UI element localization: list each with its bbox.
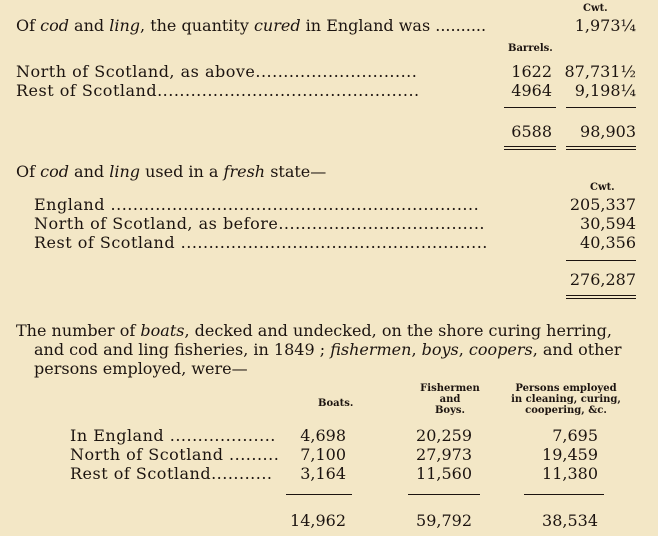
fresh-total: 276,287: [569, 270, 636, 289]
col-header-boats: Boats.: [318, 398, 354, 409]
barrels-header: Barrels.: [508, 43, 553, 54]
total-rule: [566, 107, 636, 108]
double-rule: [504, 146, 556, 150]
col-header-fishermen: Fishermen and Boys.: [420, 383, 480, 416]
total-barrels: 6588: [511, 122, 552, 141]
cwt-header-2: Cwt.: [590, 182, 615, 193]
row-persons: 7,695: [552, 426, 598, 445]
boats-paragraph-line: and cod and ling fisheries, in 1849 ; fishermen, boys, coopers, and other: [34, 340, 622, 359]
row-label: Rest of Scotland...............................................: [16, 81, 420, 100]
total-rule: [286, 494, 352, 495]
row-boats: 3,164: [300, 464, 346, 483]
row-barrels: 4964: [511, 81, 552, 100]
col-header-persons: Persons employed in cleaning, curing, coopering, &c.: [511, 383, 621, 416]
row-label: North of Scotland, as above.............................: [16, 62, 418, 81]
total-persons: 38,534: [542, 511, 598, 530]
row-cwt: 205,337: [569, 195, 636, 214]
row-label: Rest of Scotland .......................................................: [34, 233, 488, 252]
row-boats: 7,100: [300, 445, 346, 464]
row-cwt: 30,594: [580, 214, 636, 233]
boats-paragraph-line: persons employed, were—: [34, 359, 248, 378]
total-rule: [524, 494, 604, 495]
total-rule: [504, 107, 556, 108]
row-cwt: 40,356: [580, 233, 636, 252]
double-rule: [566, 146, 636, 150]
total-rule: [566, 260, 636, 261]
row-barrels: 1622: [511, 62, 552, 81]
row-label: In England ...................: [70, 426, 276, 445]
total-cwt: 98,903: [580, 122, 636, 141]
cured-england-line: Of cod and ling, the quantity cured in England was ..........: [16, 16, 487, 35]
row-persons: 11,380: [542, 464, 598, 483]
row-label: North of Scotland, as before.....................................: [34, 214, 485, 233]
row-fishermen: 20,259: [416, 426, 472, 445]
cwt-header-1: Cwt.: [583, 3, 608, 14]
total-boats: 14,962: [290, 511, 346, 530]
row-cwt: 87,731½: [564, 62, 636, 81]
row-fishermen: 27,973: [416, 445, 472, 464]
row-label: North of Scotland .........: [70, 445, 280, 464]
row-boats: 4,698: [300, 426, 346, 445]
cured-england-value: 1,973¼: [574, 16, 636, 35]
fresh-state-title: Of cod and ling used in a fresh state—: [16, 162, 327, 181]
total-rule: [408, 494, 480, 495]
total-fishermen: 59,792: [416, 511, 472, 530]
row-fishermen: 11,560: [416, 464, 472, 483]
row-persons: 19,459: [542, 445, 598, 464]
double-rule: [566, 295, 636, 299]
row-cwt: 9,198¼: [574, 81, 636, 100]
row-label: Rest of Scotland...........: [70, 464, 273, 483]
boats-paragraph-line: The number of boats, decked and undecked, on the shore curing herring,: [16, 321, 612, 340]
row-label: England ..................................................................: [34, 195, 480, 214]
